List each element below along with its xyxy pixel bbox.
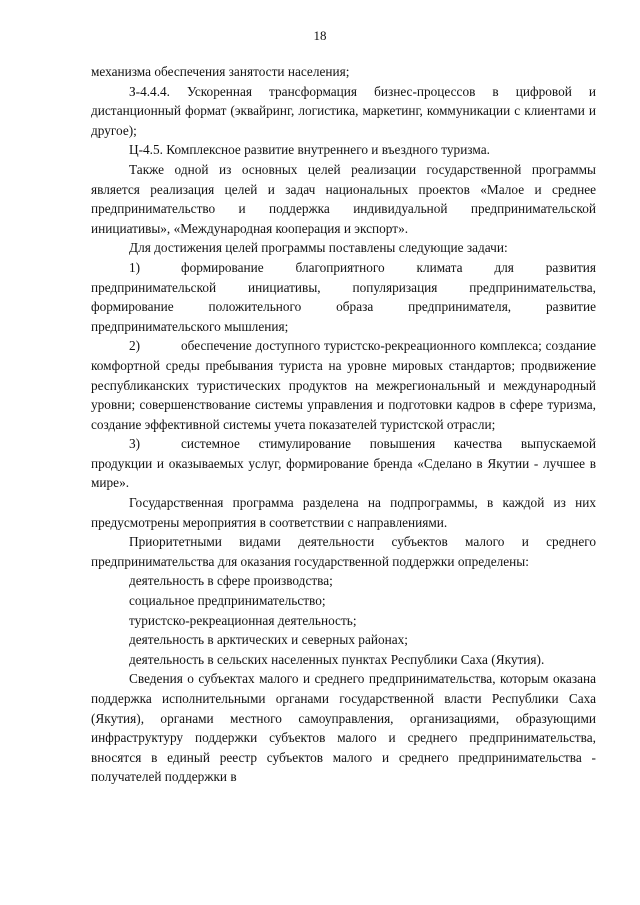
paragraph-employment-continuation: механизма обеспечения занятости населения; xyxy=(91,64,350,79)
priority-item-2: социальное предпринимательство; xyxy=(129,593,326,609)
priority-item-1: деятельность в сфере производства; xyxy=(129,573,333,589)
task-text: обеспечение доступного туристско-рекреационного комплекса; создание комфортной среды пребывания туриста на уровне мировых стандартов; продвижение республиканских туристических продуктов на межрегиональный и международный уровни; совершенствование системы управления и подготовки кадров в сфере туризма, создание эффективной системы учета показателей туристской отрасли; xyxy=(91,338,596,432)
paragraph-subprograms: Государственная программа разделена на подпрограммы, в каждой из них предусмотрены мероприятия в соответствии с направлениями. xyxy=(91,495,596,530)
document-body xyxy=(91,62,596,787)
priority-item-3: туристско-рекреационная деятельность; xyxy=(129,612,357,628)
paragraph-tasks-intro: Для достижения целей программы поставлены следующие задачи: xyxy=(129,240,508,256)
paragraph-c-4-5: Ц-4.5. Комплексное развитие внутреннего и въездного туризма. xyxy=(129,142,490,158)
task-number: 3) xyxy=(129,436,141,452)
task-number: 1) xyxy=(129,259,141,275)
task-text: формирование благоприятного климата для развития предпринимательской инициативы, популяризация предпринимательства, формирование положительного образа предпринимателя, развитие предпринимательского мышления; xyxy=(91,259,596,334)
task-item-2 xyxy=(91,336,596,434)
task-item-1 xyxy=(91,258,596,336)
paragraph-national-projects: Также одной из основных целей реализации государственной программы является реализация целей и задач национальных проектов «Малое и среднее предпринимательство и поддержка индивидуальной предпринимательской инициативы», «Международная кооперация и экспорт». xyxy=(91,161,596,236)
task-text: системное стимулирование повышения качества выпускаемой продукции и оказываемых услуг, формирование бренда «Сделано в Якутии - лучшее в мире». xyxy=(91,436,596,491)
priority-item-5: деятельность в сельских населенных пунктах Республики Саха (Якутия). xyxy=(129,651,545,667)
paragraph-priority-intro: Приоритетными видами деятельности субъектов малого и среднего предпринимательства для оказания государственной поддержки определены: xyxy=(91,534,596,569)
priority-item-4: деятельность в арктических и северных районах; xyxy=(129,632,408,648)
task-item-3 xyxy=(91,434,596,493)
page-number: 18 xyxy=(313,28,327,43)
task-number: 2) xyxy=(129,338,141,354)
paragraph-registry: Сведения о субъектах малого и среднего предпринимательства, которым оказана поддержка исполнительными органами государственной власти Республики Саха (Якутия), органами местного самоуправления, организациями, образующими инфраструктуру поддержки субъектов малого и среднего предпринимательства, вносятся в единый реестр субъектов малого и среднего предпринимательства - получателей поддержки в xyxy=(91,671,596,785)
paragraph-z-4-4-4: З-4.4.4. Ускоренная трансформация бизнес-процессов в цифровой и дистанционный формат (эквайринг, логистика, маркетинг, коммуникации с клиентами и другое); xyxy=(91,83,596,138)
